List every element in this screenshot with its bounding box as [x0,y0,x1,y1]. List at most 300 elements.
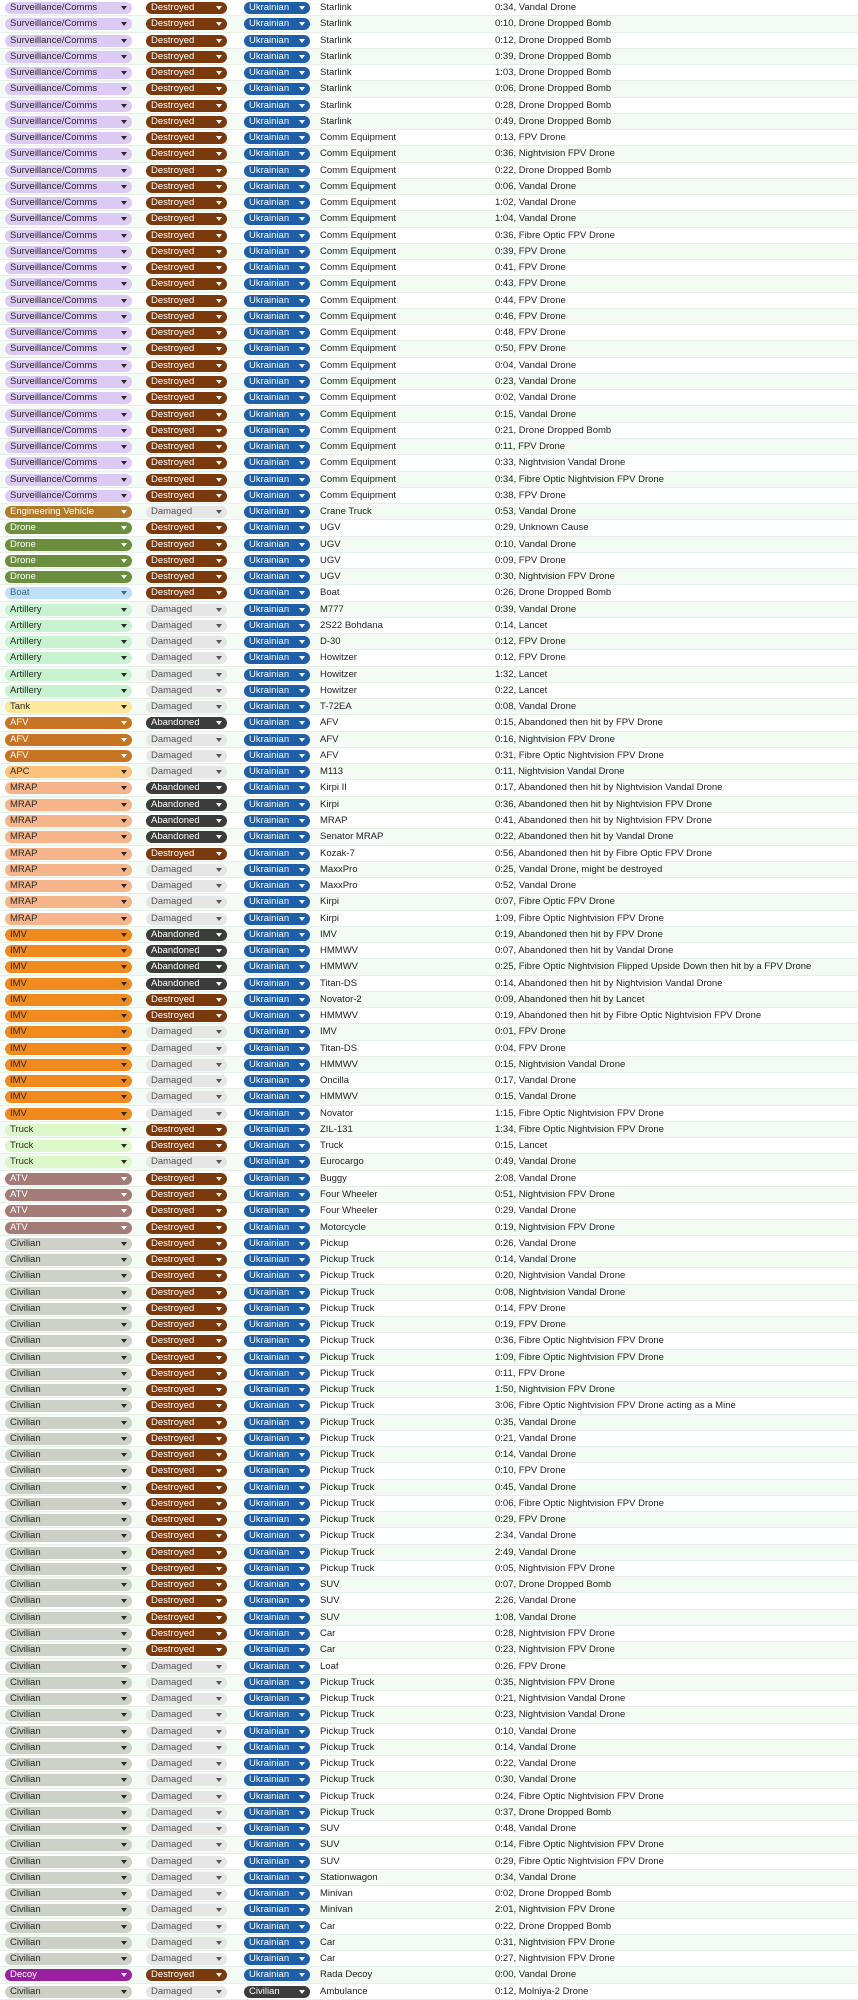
owner-dropdown[interactable] [244,197,310,209]
status-dropdown[interactable] [146,262,227,274]
owner-dropdown[interactable] [244,1514,310,1526]
owner-dropdown[interactable] [244,1156,310,1168]
owner-dropdown[interactable] [244,929,310,941]
status-dropdown[interactable] [146,1856,227,1868]
category-dropdown[interactable] [5,1335,132,1347]
owner-dropdown[interactable] [244,100,310,112]
status-dropdown[interactable] [146,1937,227,1949]
owner-dropdown[interactable] [244,1222,310,1234]
category-dropdown[interactable] [5,1986,132,1998]
status-dropdown[interactable] [146,1872,227,1884]
status-dropdown[interactable] [146,246,227,258]
status-dropdown[interactable] [146,425,227,437]
category-dropdown[interactable] [5,1579,132,1591]
category-dropdown[interactable] [5,815,132,827]
owner-dropdown[interactable] [244,1140,310,1152]
status-dropdown[interactable] [146,1709,227,1721]
status-dropdown[interactable] [146,474,227,486]
status-dropdown[interactable] [146,717,227,729]
category-dropdown[interactable] [5,1124,132,1136]
category-dropdown[interactable] [5,571,132,583]
owner-dropdown[interactable] [244,1075,310,1087]
status-dropdown[interactable] [146,1449,227,1461]
status-dropdown[interactable] [146,1612,227,1624]
category-dropdown[interactable] [5,1075,132,1087]
status-dropdown[interactable] [146,652,227,664]
owner-dropdown[interactable] [244,1319,310,1331]
category-dropdown[interactable] [5,555,132,567]
status-dropdown[interactable] [146,1774,227,1786]
category-dropdown[interactable] [5,1238,132,1250]
category-dropdown[interactable] [5,1400,132,1412]
category-dropdown[interactable] [5,1563,132,1575]
category-dropdown[interactable] [5,1498,132,1510]
status-dropdown[interactable] [146,978,227,990]
owner-dropdown[interactable] [244,1465,310,1477]
category-dropdown[interactable] [5,327,132,339]
status-dropdown[interactable] [146,1222,227,1234]
owner-dropdown[interactable] [244,685,310,697]
owner-dropdown[interactable] [244,1059,310,1071]
status-dropdown[interactable] [146,1433,227,1445]
category-dropdown[interactable] [5,1173,132,1185]
category-dropdown[interactable] [5,766,132,778]
owner-dropdown[interactable] [244,1661,310,1673]
category-dropdown[interactable] [5,604,132,616]
category-dropdown[interactable] [5,587,132,599]
owner-dropdown[interactable] [244,295,310,307]
status-dropdown[interactable] [146,1091,227,1103]
status-dropdown[interactable] [146,278,227,290]
owner-dropdown[interactable] [244,522,310,534]
owner-dropdown[interactable] [244,1888,310,1900]
status-dropdown[interactable] [146,311,227,323]
status-dropdown[interactable] [146,815,227,827]
category-dropdown[interactable] [5,343,132,355]
status-dropdown[interactable] [146,1189,227,1201]
owner-dropdown[interactable] [244,1677,310,1689]
category-dropdown[interactable] [5,311,132,323]
category-dropdown[interactable] [5,1612,132,1624]
status-dropdown[interactable] [146,1319,227,1331]
owner-dropdown[interactable] [244,1628,310,1640]
category-dropdown[interactable] [5,1059,132,1071]
category-dropdown[interactable] [5,1514,132,1526]
status-dropdown[interactable] [146,67,227,79]
owner-dropdown[interactable] [244,913,310,925]
category-dropdown[interactable] [5,181,132,193]
category-dropdown[interactable] [5,1530,132,1542]
status-dropdown[interactable] [146,766,227,778]
owner-dropdown[interactable] [244,1579,310,1591]
category-dropdown[interactable] [5,360,132,372]
status-dropdown[interactable] [146,2,227,14]
status-dropdown[interactable] [146,1254,227,1266]
category-dropdown[interactable] [5,1677,132,1689]
status-dropdown[interactable] [146,1693,227,1705]
owner-dropdown[interactable] [244,1953,310,1965]
status-dropdown[interactable] [146,1384,227,1396]
category-dropdown[interactable] [5,1693,132,1705]
category-dropdown[interactable] [5,961,132,973]
category-dropdown[interactable] [5,295,132,307]
owner-dropdown[interactable] [244,571,310,583]
owner-dropdown[interactable] [244,1417,310,1429]
category-dropdown[interactable] [5,1969,132,1981]
owner-dropdown[interactable] [244,1726,310,1738]
category-dropdown[interactable] [5,978,132,990]
category-dropdown[interactable] [5,1595,132,1607]
category-dropdown[interactable] [5,1774,132,1786]
status-dropdown[interactable] [146,734,227,746]
owner-dropdown[interactable] [244,1839,310,1851]
category-dropdown[interactable] [5,1287,132,1299]
owner-dropdown[interactable] [244,1904,310,1916]
category-dropdown[interactable] [5,213,132,225]
category-dropdown[interactable] [5,636,132,648]
owner-dropdown[interactable] [244,587,310,599]
owner-dropdown[interactable] [244,766,310,778]
category-dropdown[interactable] [5,409,132,421]
status-dropdown[interactable] [146,116,227,128]
status-dropdown[interactable] [146,490,227,502]
category-dropdown[interactable] [5,831,132,843]
owner-dropdown[interactable] [244,441,310,453]
status-dropdown[interactable] [146,1270,227,1282]
owner-dropdown[interactable] [244,555,310,567]
status-dropdown[interactable] [146,669,227,681]
owner-dropdown[interactable] [244,1091,310,1103]
category-dropdown[interactable] [5,1823,132,1835]
category-dropdown[interactable] [5,1661,132,1673]
category-dropdown[interactable] [5,197,132,209]
category-dropdown[interactable] [5,425,132,437]
category-dropdown[interactable] [5,1742,132,1754]
status-dropdown[interactable] [146,685,227,697]
status-dropdown[interactable] [146,929,227,941]
owner-dropdown[interactable] [244,652,310,664]
status-dropdown[interactable] [146,1904,227,1916]
status-dropdown[interactable] [146,18,227,30]
status-dropdown[interactable] [146,213,227,225]
category-dropdown[interactable] [5,1108,132,1120]
owner-dropdown[interactable] [244,1270,310,1282]
category-dropdown[interactable] [5,392,132,404]
status-dropdown[interactable] [146,100,227,112]
category-dropdown[interactable] [5,1156,132,1168]
category-dropdown[interactable] [5,685,132,697]
category-dropdown[interactable] [5,1807,132,1819]
status-dropdown[interactable] [146,35,227,47]
status-dropdown[interactable] [146,506,227,518]
category-dropdown[interactable] [5,1482,132,1494]
status-dropdown[interactable] [146,1368,227,1380]
category-dropdown[interactable] [5,929,132,941]
category-dropdown[interactable] [5,1726,132,1738]
owner-dropdown[interactable] [244,35,310,47]
owner-dropdown[interactable] [244,1010,310,1022]
status-dropdown[interactable] [146,1530,227,1542]
status-dropdown[interactable] [146,1417,227,1429]
category-dropdown[interactable] [5,1953,132,1965]
category-dropdown[interactable] [5,1628,132,1640]
owner-dropdown[interactable] [244,945,310,957]
status-dropdown[interactable] [146,1514,227,1526]
category-dropdown[interactable] [5,83,132,95]
owner-dropdown[interactable] [244,782,310,794]
owner-dropdown[interactable] [244,1709,310,1721]
category-dropdown[interactable] [5,1839,132,1851]
owner-dropdown[interactable] [244,1043,310,1055]
owner-dropdown[interactable] [244,409,310,421]
status-dropdown[interactable] [146,1026,227,1038]
owner-dropdown[interactable] [244,848,310,860]
status-dropdown[interactable] [146,1953,227,1965]
status-dropdown[interactable] [146,1124,227,1136]
category-dropdown[interactable] [5,750,132,762]
owner-dropdown[interactable] [244,1482,310,1494]
category-dropdown[interactable] [5,1433,132,1445]
status-dropdown[interactable] [146,457,227,469]
category-dropdown[interactable] [5,1026,132,1038]
category-dropdown[interactable] [5,782,132,794]
owner-dropdown[interactable] [244,1969,310,1981]
owner-dropdown[interactable] [244,961,310,973]
status-dropdown[interactable] [146,1465,227,1477]
category-dropdown[interactable] [5,2,132,14]
owner-dropdown[interactable] [244,1433,310,1445]
owner-dropdown[interactable] [244,1254,310,1266]
category-dropdown[interactable] [5,669,132,681]
status-dropdown[interactable] [146,1758,227,1770]
owner-dropdown[interactable] [244,376,310,388]
status-dropdown[interactable] [146,1628,227,1640]
owner-dropdown[interactable] [244,360,310,372]
owner-dropdown[interactable] [244,750,310,762]
owner-dropdown[interactable] [244,1287,310,1299]
owner-dropdown[interactable] [244,1986,310,1998]
status-dropdown[interactable] [146,848,227,860]
owner-dropdown[interactable] [244,392,310,404]
category-dropdown[interactable] [5,945,132,957]
status-dropdown[interactable] [146,295,227,307]
owner-dropdown[interactable] [244,181,310,193]
category-dropdown[interactable] [5,734,132,746]
status-dropdown[interactable] [146,880,227,892]
category-dropdown[interactable] [5,1270,132,1282]
owner-dropdown[interactable] [244,1823,310,1835]
category-dropdown[interactable] [5,717,132,729]
category-dropdown[interactable] [5,51,132,63]
status-dropdown[interactable] [146,1108,227,1120]
owner-dropdown[interactable] [244,83,310,95]
owner-dropdown[interactable] [244,669,310,681]
category-dropdown[interactable] [5,100,132,112]
owner-dropdown[interactable] [244,1856,310,1868]
owner-dropdown[interactable] [244,1563,310,1575]
category-dropdown[interactable] [5,1091,132,1103]
status-dropdown[interactable] [146,1205,227,1217]
category-dropdown[interactable] [5,506,132,518]
status-dropdown[interactable] [146,197,227,209]
status-dropdown[interactable] [146,1742,227,1754]
owner-dropdown[interactable] [244,1595,310,1607]
status-dropdown[interactable] [146,83,227,95]
status-dropdown[interactable] [146,1644,227,1656]
owner-dropdown[interactable] [244,864,310,876]
owner-dropdown[interactable] [244,717,310,729]
status-dropdown[interactable] [146,1400,227,1412]
owner-dropdown[interactable] [244,51,310,63]
status-dropdown[interactable] [146,1075,227,1087]
status-dropdown[interactable] [146,1888,227,1900]
status-dropdown[interactable] [146,539,227,551]
status-dropdown[interactable] [146,571,227,583]
owner-dropdown[interactable] [244,165,310,177]
category-dropdown[interactable] [5,67,132,79]
owner-dropdown[interactable] [244,1921,310,1933]
owner-dropdown[interactable] [244,978,310,990]
status-dropdown[interactable] [146,1595,227,1607]
owner-dropdown[interactable] [244,1189,310,1201]
owner-dropdown[interactable] [244,132,310,144]
category-dropdown[interactable] [5,1465,132,1477]
status-dropdown[interactable] [146,181,227,193]
category-dropdown[interactable] [5,490,132,502]
category-dropdown[interactable] [5,1384,132,1396]
owner-dropdown[interactable] [244,539,310,551]
owner-dropdown[interactable] [244,490,310,502]
status-dropdown[interactable] [146,1238,227,1250]
owner-dropdown[interactable] [244,457,310,469]
status-dropdown[interactable] [146,1156,227,1168]
status-dropdown[interactable] [146,831,227,843]
owner-dropdown[interactable] [244,262,310,274]
status-dropdown[interactable] [146,913,227,925]
status-dropdown[interactable] [146,750,227,762]
category-dropdown[interactable] [5,148,132,160]
status-dropdown[interactable] [146,1791,227,1803]
owner-dropdown[interactable] [244,1758,310,1770]
owner-dropdown[interactable] [244,213,310,225]
category-dropdown[interactable] [5,994,132,1006]
owner-dropdown[interactable] [244,1173,310,1185]
category-dropdown[interactable] [5,1140,132,1152]
owner-dropdown[interactable] [244,116,310,128]
category-dropdown[interactable] [5,1937,132,1949]
owner-dropdown[interactable] [244,1742,310,1754]
owner-dropdown[interactable] [244,148,310,160]
status-dropdown[interactable] [146,132,227,144]
status-dropdown[interactable] [146,1661,227,1673]
owner-dropdown[interactable] [244,1498,310,1510]
category-dropdown[interactable] [5,1222,132,1234]
status-dropdown[interactable] [146,1498,227,1510]
status-dropdown[interactable] [146,165,227,177]
owner-dropdown[interactable] [244,636,310,648]
owner-dropdown[interactable] [244,1937,310,1949]
owner-dropdown[interactable] [244,1644,310,1656]
category-dropdown[interactable] [5,652,132,664]
category-dropdown[interactable] [5,1319,132,1331]
owner-dropdown[interactable] [244,327,310,339]
status-dropdown[interactable] [146,994,227,1006]
owner-dropdown[interactable] [244,506,310,518]
category-dropdown[interactable] [5,165,132,177]
status-dropdown[interactable] [146,864,227,876]
owner-dropdown[interactable] [244,1693,310,1705]
status-dropdown[interactable] [146,945,227,957]
category-dropdown[interactable] [5,1303,132,1315]
owner-dropdown[interactable] [244,815,310,827]
status-dropdown[interactable] [146,1335,227,1347]
status-dropdown[interactable] [146,1173,227,1185]
category-dropdown[interactable] [5,1352,132,1364]
category-dropdown[interactable] [5,1205,132,1217]
owner-dropdown[interactable] [244,1384,310,1396]
owner-dropdown[interactable] [244,734,310,746]
status-dropdown[interactable] [146,392,227,404]
status-dropdown[interactable] [146,343,227,355]
status-dropdown[interactable] [146,896,227,908]
status-dropdown[interactable] [146,1839,227,1851]
status-dropdown[interactable] [146,636,227,648]
status-dropdown[interactable] [146,441,227,453]
owner-dropdown[interactable] [244,425,310,437]
owner-dropdown[interactable] [244,701,310,713]
category-dropdown[interactable] [5,799,132,811]
owner-dropdown[interactable] [244,1238,310,1250]
category-dropdown[interactable] [5,864,132,876]
status-dropdown[interactable] [146,587,227,599]
status-dropdown[interactable] [146,1010,227,1022]
owner-dropdown[interactable] [244,1774,310,1786]
owner-dropdown[interactable] [244,831,310,843]
owner-dropdown[interactable] [244,604,310,616]
status-dropdown[interactable] [146,1303,227,1315]
category-dropdown[interactable] [5,1709,132,1721]
category-dropdown[interactable] [5,522,132,534]
owner-dropdown[interactable] [244,230,310,242]
category-dropdown[interactable] [5,230,132,242]
status-dropdown[interactable] [146,230,227,242]
category-dropdown[interactable] [5,896,132,908]
category-dropdown[interactable] [5,376,132,388]
owner-dropdown[interactable] [244,18,310,30]
status-dropdown[interactable] [146,961,227,973]
category-dropdown[interactable] [5,1547,132,1559]
status-dropdown[interactable] [146,604,227,616]
status-dropdown[interactable] [146,701,227,713]
category-dropdown[interactable] [5,701,132,713]
status-dropdown[interactable] [146,799,227,811]
category-dropdown[interactable] [5,457,132,469]
owner-dropdown[interactable] [244,799,310,811]
owner-dropdown[interactable] [244,278,310,290]
category-dropdown[interactable] [5,1888,132,1900]
status-dropdown[interactable] [146,620,227,632]
category-dropdown[interactable] [5,1872,132,1884]
category-dropdown[interactable] [5,35,132,47]
category-dropdown[interactable] [5,262,132,274]
owner-dropdown[interactable] [244,1205,310,1217]
status-dropdown[interactable] [146,409,227,421]
owner-dropdown[interactable] [244,2,310,14]
owner-dropdown[interactable] [244,1449,310,1461]
category-dropdown[interactable] [5,116,132,128]
category-dropdown[interactable] [5,474,132,486]
owner-dropdown[interactable] [244,1108,310,1120]
